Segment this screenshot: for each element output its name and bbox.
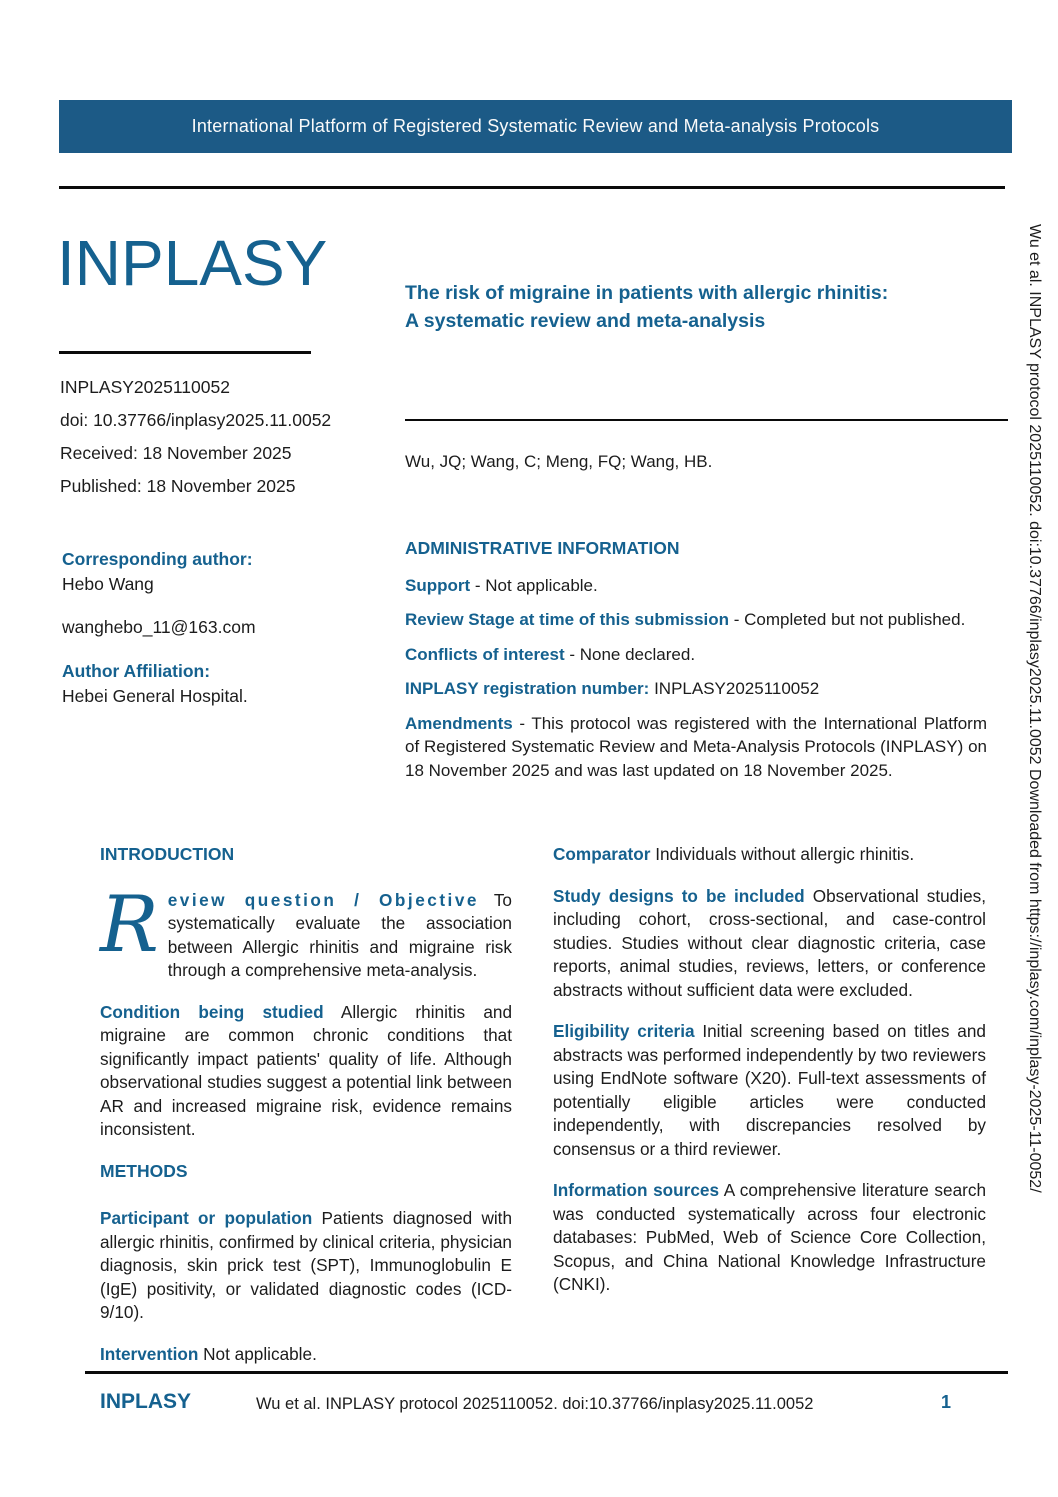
condition-paragraph — [100, 1001, 512, 1142]
intervention-label: Intervention — [100, 1343, 199, 1364]
corresponding-author-email: wanghebo_11@163.com — [62, 617, 256, 637]
methods-heading: METHODS — [100, 1160, 188, 1181]
article-title — [405, 280, 1005, 335]
admin-amendments — [405, 712, 987, 783]
registration-text: INPLASY2025110052 — [654, 679, 820, 698]
review-stage-text: - Completed but not published. — [733, 610, 966, 629]
intervention-text: Not applicable. — [203, 1343, 317, 1364]
registration-label: INPLASY registration number: — [405, 679, 650, 698]
affiliation-name: Hebei General Hospital. — [62, 686, 248, 706]
information-sources-text: A comprehensive literature search was conducted systematically across four electronic databases: PubMed, Web of Science Core Collection, Scopus, and China National Knowledge Infrastructure (CNKI). — [553, 1180, 987, 1294]
published-date: Published: 18 November 2025 — [60, 476, 296, 496]
amendments-label: Amendments — [405, 713, 513, 733]
doi-line: doi: 10.37766/inplasy2025.11.0052 — [60, 410, 332, 430]
inplasy-logo: INPLASY — [57, 227, 328, 299]
admin-conflicts — [405, 643, 987, 667]
page-number: 1 — [941, 1392, 952, 1412]
information-sources-paragraph — [553, 1179, 986, 1297]
platform-banner-text: International Platform of Registered Systematic Review and Meta-analysis Protocols — [191, 116, 880, 136]
article-title-line2: A systematic review and meta-analysis — [405, 309, 766, 332]
admin-heading: ADMINISTRATIVE INFORMATION — [405, 538, 680, 558]
comparator-label: Comparator — [553, 844, 651, 864]
corresponding-author-label: Corresponding author: — [62, 549, 253, 569]
registration-id: INPLASY2025110052 — [60, 377, 230, 397]
article-title-line1: The risk of migraine in patients with allergic rhinitis: — [405, 282, 889, 304]
logo-underline — [59, 351, 311, 354]
support-label: Support — [405, 575, 471, 595]
participant-paragraph — [100, 1207, 512, 1325]
participant-label: Participant or population — [100, 1208, 313, 1228]
condition-label: Condition being studied — [100, 1001, 324, 1022]
conflicts-label: Conflicts of interest — [405, 644, 565, 664]
review-question-label: eview question / Objective — [167, 889, 479, 910]
header-divider — [59, 186, 1005, 189]
admin-registration — [405, 677, 987, 701]
introduction-heading: INTRODUCTION — [100, 844, 235, 864]
received-date: Received: 18 November 2025 — [60, 443, 292, 463]
footer-logo: INPLASY — [100, 1390, 192, 1413]
contact-block — [62, 547, 256, 709]
review-question-text: To systematically evaluate the association between Allergic rhinitis and migraine risk through a comprehensive meta-analysis. — [167, 889, 512, 980]
information-sources-label: Information sources — [553, 1180, 720, 1200]
conflicts-text: - None declared. — [569, 644, 696, 664]
admin-review-stage — [405, 608, 987, 632]
study-designs-paragraph — [553, 885, 986, 1003]
eligibility-text: Initial screening based on titles and abstracts was performed independently by two reviewers using EndNote software (X20). Full-text assessments of potentially eligible articles were conducted independently, with discrepancies resolved by consensus or a third reviewer. — [553, 1021, 986, 1159]
condition-text: Allergic rhinitis and migraine are common chronic conditions that significantly impact patients' quality of life. Although observational studies suggest a potential link between AR and increased migraine risk, evidence remains inconsistent. — [100, 1001, 513, 1139]
administrative-information — [405, 537, 987, 793]
title-divider — [405, 419, 1008, 421]
study-designs-text: Observational studies, including cohort, cross-sectional, and case-control studies. Studies without clear diagnostic criteria, case reports, animal studies, reviews, letters, or conference abstracts without sufficient data were excluded. — [553, 885, 986, 1000]
comparator-text: Individuals without allergic rhinitis. — [655, 844, 915, 864]
amendments-text: - This protocol was registered with the International Platform of Registered Systematic Review and Meta-Analysis Protocols (INPLASY) on 18 November 2025 and was last updated on 18 November 2025. — [405, 713, 987, 780]
corresponding-author-name: Hebo Wang — [62, 574, 154, 594]
review-question-paragraph — [100, 879, 512, 983]
footer-citation: Wu et al. INPLASY protocol 2025110052. doi:10.37766/inplasy2025.11.0052 — [256, 1395, 814, 1413]
review-stage-label: Review Stage at time of this submission — [405, 610, 730, 629]
intervention-paragraph — [100, 1343, 512, 1367]
admin-support — [405, 574, 987, 598]
eligibility-label: Eligibility criteria — [553, 1021, 695, 1041]
eligibility-paragraph — [553, 1020, 986, 1161]
study-designs-label: Study designs to be included — [553, 885, 805, 906]
platform-banner — [59, 100, 1012, 153]
support-text: - Not applicable. — [474, 575, 598, 595]
comparator-paragraph — [553, 843, 986, 867]
body-column-right — [553, 843, 986, 1315]
author-list: Wu, JQ; Wang, C; Meng, FQ; Wang, HB. — [405, 452, 713, 471]
drop-cap: R — [100, 879, 159, 970]
protocol-meta — [60, 375, 331, 507]
footer-divider — [85, 1371, 1008, 1374]
body-column-left — [100, 843, 512, 1384]
participant-text: Patients diagnosed with allergic rhinitis, confirmed by clinical criteria, physician diagnosis, skin prick test (SPT), Immunoglobulin E (IgE) positivity, or validated diagnostic codes (ICD-9/10). — [100, 1208, 513, 1322]
affiliation-label: Author Affiliation: — [62, 661, 211, 681]
sidebar-download-notice: Wu et al. INPLASY protocol 2025110052. doi:10.37766/inplasy2025.11.0052 Downloaded from https://inplasy.com/inplasy-2025-11-0052/ — [1026, 224, 1043, 1193]
